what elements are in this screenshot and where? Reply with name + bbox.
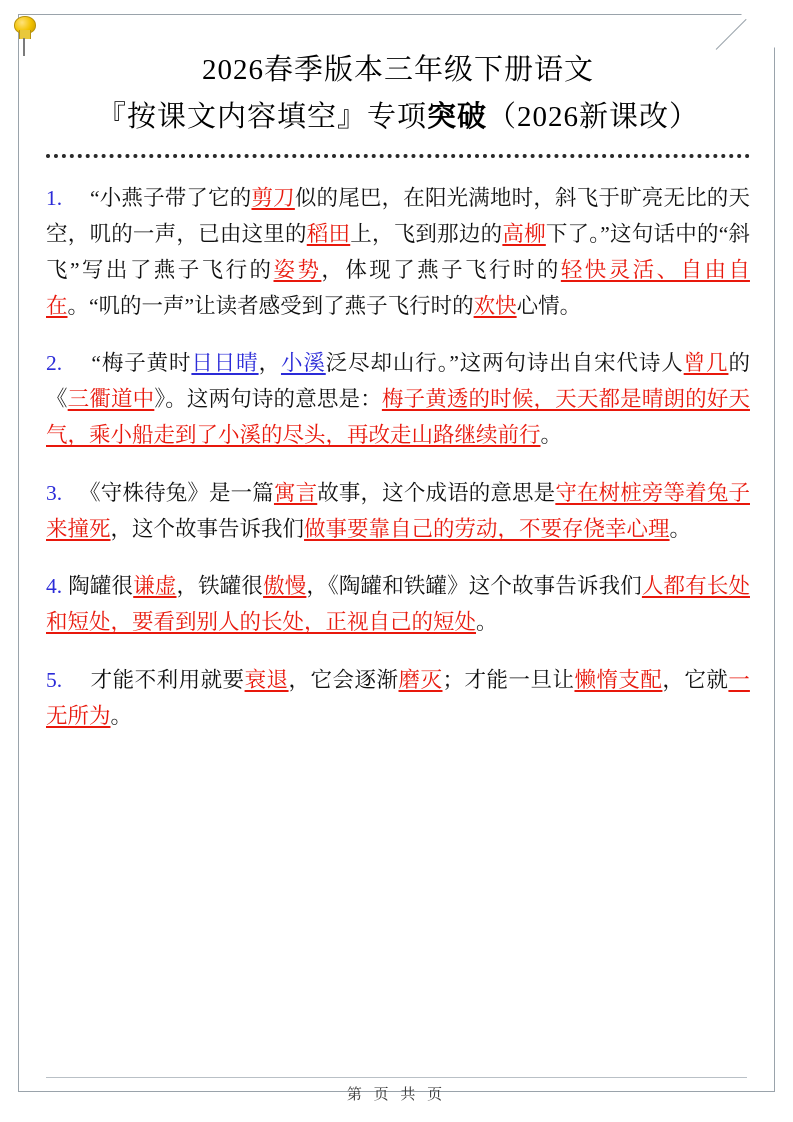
answer-text: 守在树桩旁等着兔子来撞死	[46, 480, 750, 541]
title-line-2-emphasis: 突破	[426, 101, 487, 133]
answer-text: 高柳	[502, 221, 546, 246]
question-text: 。	[110, 703, 133, 728]
question-text: 陶罐很	[68, 574, 134, 598]
question-number: 1.	[46, 185, 63, 210]
answer-text: 傲慢	[263, 574, 307, 598]
question-text: 。	[540, 423, 563, 447]
question-text: ，它会逐渐	[288, 667, 399, 692]
question-text: 的《	[46, 351, 750, 411]
question-text: ；才能一旦让	[442, 667, 575, 692]
question-text: “梅子黄时	[68, 351, 192, 375]
answer-text: 三衢道中	[67, 387, 155, 411]
answer-text: 衰退	[244, 667, 289, 692]
answer-text: 曾几	[683, 351, 729, 375]
question-list	[46, 180, 750, 734]
document-title-block	[46, 48, 750, 140]
question-text: ，体现了燕子飞行时的	[321, 257, 561, 282]
answer-text: 剪刀	[251, 185, 295, 210]
answer-text: 人都有长处和短处，要看到别人的长处，正视自己的短处	[46, 574, 750, 634]
question-text: ，它就	[662, 667, 729, 692]
question-text: 。	[669, 516, 692, 541]
answer-text: 寓言	[273, 480, 318, 505]
question-text: 上，飞到那边的	[350, 221, 503, 246]
document-content	[46, 48, 750, 750]
question-text: ，《陶罐和铁罐》这个故事告诉我们	[306, 574, 642, 598]
question-number: 2.	[46, 351, 63, 375]
question-number: 4.	[46, 574, 63, 598]
question-text: 》。这两句诗的意思是：	[154, 387, 382, 411]
question-item	[46, 475, 750, 547]
answer-text: 一无所为	[46, 667, 750, 728]
title-line-1: 2026春季版本三年级下册语文	[201, 54, 594, 86]
question-text: 《守株待兔》是一篇	[68, 480, 274, 505]
answer-text: 懒惰支配	[574, 667, 663, 692]
question-text: 。	[476, 610, 498, 634]
question-number: 5.	[46, 667, 63, 692]
answer-text: 做事要靠自己的劳动，不要存侥幸心理	[304, 516, 670, 541]
pushpin-icon	[10, 14, 38, 58]
page-footer: 第 页 共 页	[346, 1087, 447, 1103]
answer-text: 磨灭	[398, 667, 443, 692]
question-item	[46, 180, 750, 324]
question-item	[46, 662, 750, 734]
question-text: 才能不利用就要	[68, 667, 245, 692]
title-line-2	[46, 94, 750, 140]
page-fold-line	[716, 15, 751, 50]
answer-text: 稻田	[306, 221, 351, 246]
answer-text: 梅子黄透的时候，天天都是晴朗的好天气，乘小船走到了小溪的尽头，再改走山路继续前行	[46, 387, 750, 447]
answer-text: 小溪	[280, 351, 326, 375]
answer-text: 日日晴	[191, 351, 259, 375]
footer-divider	[46, 1077, 747, 1078]
question-text: “小燕子带了它的	[68, 185, 252, 210]
answer-text: 欢快	[473, 293, 517, 318]
question-text: ，	[258, 351, 281, 375]
title-line-2-suffix: （2026新课改）	[487, 101, 700, 133]
question-text: ，这个故事告诉我们	[110, 516, 305, 541]
question-item	[46, 345, 750, 453]
question-text: 泛尽却山行。”这两句诗出自宋代诗人	[325, 351, 684, 375]
answer-text: 轻快灵活、自由自在	[46, 257, 750, 318]
question-text: 似的尾巴，在阳光满地时，斜飞于旷亮无比的天空，叽的一声，已由这里的	[46, 185, 750, 246]
question-item	[46, 568, 750, 640]
answer-text: 姿势	[273, 257, 322, 282]
question-text: 。“叽的一声”让读者感受到了燕子飞行时的	[67, 293, 474, 318]
question-text: 下了。”这句话中的“斜飞”写出了燕子飞行的	[46, 221, 750, 282]
question-text: ，铁罐很	[176, 574, 264, 598]
question-number: 3.	[46, 480, 63, 505]
title-line-2-prefix: 『按课文内容填空』专项	[96, 101, 427, 133]
answer-text: 谦虚	[133, 574, 177, 598]
dotted-divider	[46, 154, 750, 158]
question-text: 故事，这个成语的意思是	[317, 480, 556, 505]
question-text: 心情。	[516, 293, 582, 318]
